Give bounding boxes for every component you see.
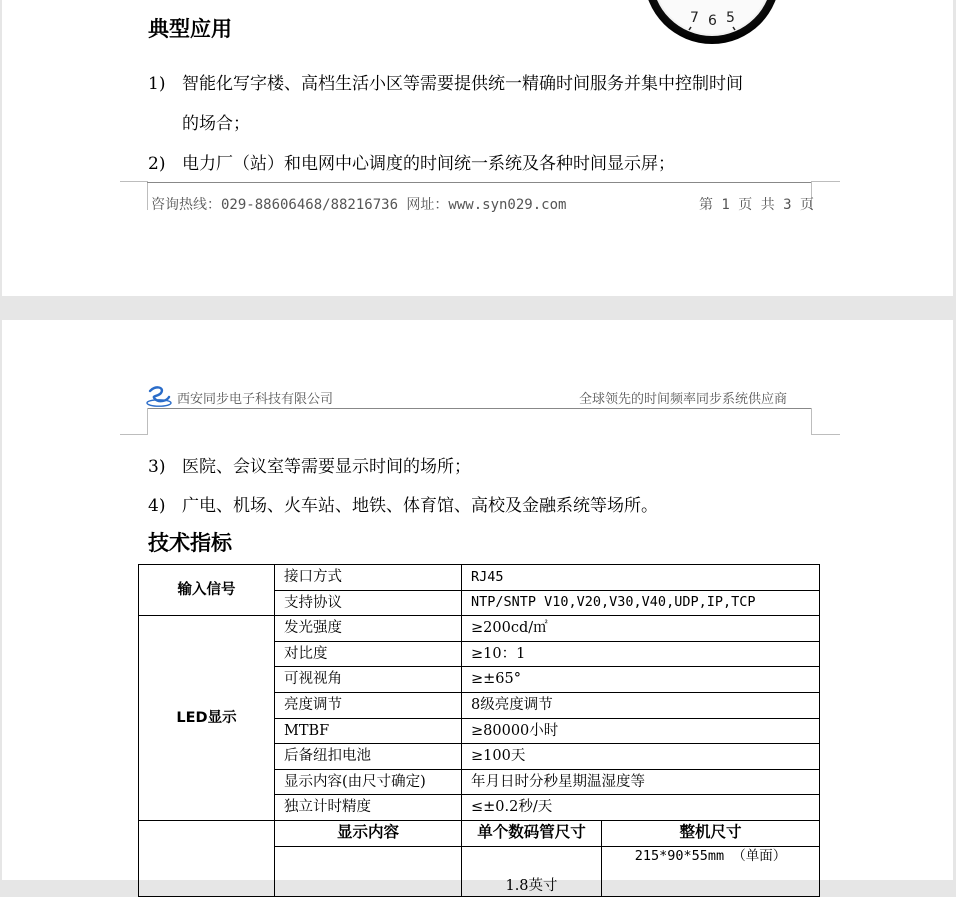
spec-value: ≥200cd/㎡ [462, 616, 820, 642]
footer-page-number: 第 1 页 共 3 页 [699, 197, 815, 213]
size-display-content-cell [275, 846, 462, 896]
spec-value: ≥10：1 [462, 641, 820, 667]
clock-digit-7: 7 [690, 10, 699, 26]
spec-value: NTP/SNTP V10,V20,V30,V40,UDP,IP,TCP [462, 590, 820, 616]
list-item-number: 2) [148, 154, 166, 174]
size-header-tube-size: 单个数码管尺寸 [462, 820, 602, 846]
spec-group-label-empty [139, 820, 275, 896]
table-row [139, 616, 820, 642]
clock-digit-5: 5 [726, 10, 735, 26]
list-item-number: 4) [148, 496, 166, 516]
list-item-1-continuation: 的场合； [182, 114, 250, 134]
footer-rule [147, 182, 811, 183]
clock-digit-6: 6 [708, 13, 717, 29]
header-rule [147, 408, 811, 409]
header-slogan: 全球领先的时间频率同步系统供应商 [579, 392, 788, 407]
spec-group-label: 输入信号 [139, 565, 275, 616]
spec-label: 发光强度 [275, 616, 462, 642]
company-logo-icon [145, 385, 173, 409]
document-page-1 [2, 0, 953, 296]
table-row [139, 565, 820, 591]
table-row [139, 820, 820, 846]
size-tube-value: 1.8英寸 [462, 846, 602, 896]
spec-label: 显示内容(由尺寸确定) [275, 769, 462, 795]
spec-label: 接口方式 [275, 565, 462, 591]
list-item-4 [148, 491, 658, 516]
spec-value: ≥100天 [462, 744, 820, 770]
spec-group-label: LED显示 [139, 616, 275, 821]
spec-label: MTBF [275, 718, 462, 744]
spec-value: ≥80000小时 [462, 718, 820, 744]
list-item-2 [148, 149, 675, 174]
spec-value: ≤±0.2秒/天 [462, 795, 820, 821]
size-unit-value: 215*90*55mm （单面） [602, 846, 820, 896]
footer-contact: 咨询热线：029-88606468/88216736 网址：www.syn029.com [151, 197, 567, 213]
list-item-text: 智能化写字楼、高档生活小区等需要提供统一精确时间服务并集中控制时间 [182, 74, 743, 94]
list-item-text: 广电、机场、火车站、地铁、体育馆、高校及金融系统等场所。 [182, 496, 658, 516]
spec-table [138, 564, 820, 897]
crop-mark-right [811, 408, 840, 435]
spec-label: 独立计时精度 [275, 795, 462, 821]
spec-label: 对比度 [275, 641, 462, 667]
list-item-3 [148, 452, 471, 477]
document-page-2 [2, 320, 953, 895]
spec-label: 支持协议 [275, 590, 462, 616]
size-header-display-content: 显示内容 [275, 820, 462, 846]
crop-mark-left [120, 408, 148, 435]
wall-clock-image [642, 0, 782, 46]
spec-label: 可视视角 [275, 667, 462, 693]
crop-mark-right [811, 181, 840, 210]
list-item-number: 3) [148, 457, 166, 477]
spec-value: 年月日时分秒星期温湿度等 [462, 769, 820, 795]
size-header-unit-size: 整机尺寸 [602, 820, 820, 846]
spec-label: 后备纽扣电池 [275, 744, 462, 770]
spec-label: 亮度调节 [275, 692, 462, 718]
list-item-number: 1) [148, 74, 166, 94]
list-item-text: 电力厂（站）和电网中心调度的时间统一系统及各种时间显示屏； [182, 154, 675, 174]
list-item-1 [148, 69, 743, 94]
spec-value: 8级亮度调节 [462, 692, 820, 718]
header-company-name: 西安同步电子科技有限公司 [177, 392, 334, 407]
spec-value: RJ45 [462, 565, 820, 591]
spec-value: ≥±65° [462, 667, 820, 693]
section-heading-technical-specs: 技术指标 [148, 531, 232, 555]
crop-mark-left [120, 181, 148, 210]
section-heading-typical-applications: 典型应用 [148, 17, 232, 41]
list-item-text: 医院、会议室等需要显示时间的场所； [182, 457, 471, 477]
